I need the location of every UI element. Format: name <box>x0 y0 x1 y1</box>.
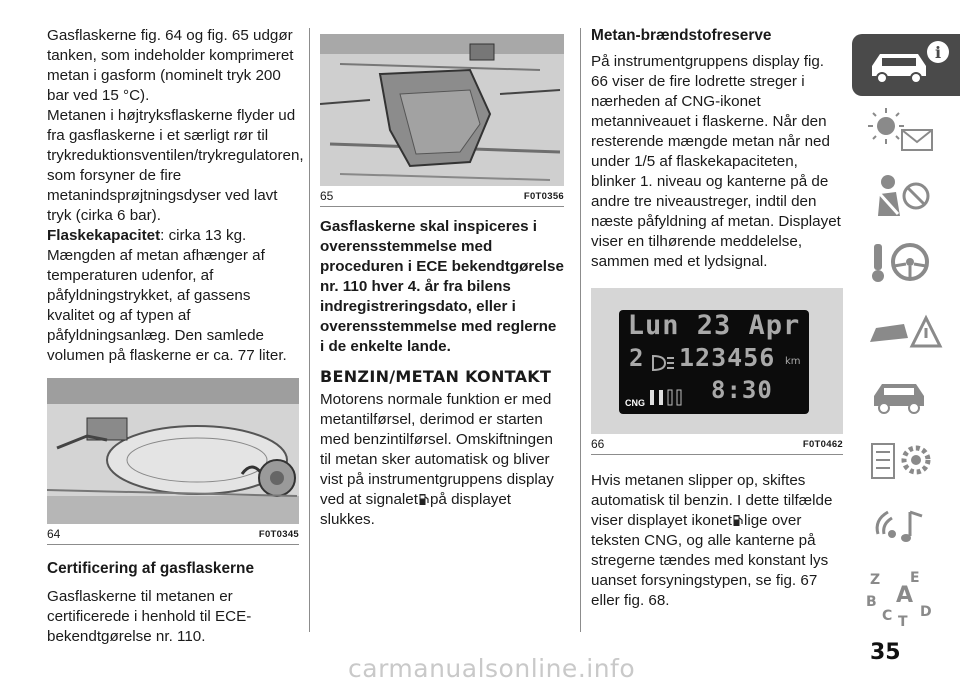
inspection-notice: Gasflaskerne skal inspiceres i overensstemmelse med proceduren i ECE bekendtgørelse nr. 110 hver 4. år fra bilens indregistreringsdato, eller i overensstemmelse med reglerne i de enkelte lande. <box>320 218 564 355</box>
figure-65-code: F0T0356 <box>523 191 564 202</box>
capacity-paragraph <box>47 226 299 246</box>
index-letters-icon <box>864 566 950 628</box>
svg-text:D: D <box>920 604 932 620</box>
capacity-label: Flaskekapacitet <box>47 227 161 244</box>
svg-text:E: E <box>910 570 920 586</box>
sidebar-tab-index[interactable] <box>852 562 960 628</box>
display-time: 8:30 <box>711 376 773 404</box>
gas-cylinder-underbody-illustration <box>47 378 299 524</box>
figure-66-image <box>591 288 843 434</box>
capacity-value: : cirka 13 kg. <box>160 227 247 244</box>
car-service-icon <box>864 368 950 422</box>
display-cng-label: CNG <box>625 398 645 408</box>
display-odometer: 123456 <box>679 343 776 372</box>
instrument-display <box>619 310 809 414</box>
key-steering-icon <box>864 236 950 290</box>
svg-text:T: T <box>898 614 908 628</box>
gas-cylinder-underside-illustration <box>320 34 564 186</box>
reserve-heading: Metan-brændstofreserve <box>591 27 772 44</box>
certification-heading: Certificering af gasflaskerne <box>47 560 254 577</box>
switch-section-title: BENZIN/METAN KONTAKT <box>320 367 552 386</box>
sidebar-tab-multimedia[interactable] <box>852 496 960 558</box>
column-divider-2 <box>580 28 581 632</box>
accident-warning-icon <box>864 302 950 356</box>
headlight-icon <box>649 352 675 374</box>
sidebar-tab-maintenance[interactable] <box>852 364 960 426</box>
display-unit: km <box>785 356 801 367</box>
empty-gas-paragraph <box>591 471 843 611</box>
cng-level-bars <box>649 386 693 406</box>
switch-paragraph-text: Motorens normale funktion er med metantilførsel, derimod er starten med benzintilførsel. Omskiftningen til metan sker automatisk og bliver vist på instrumentgruppens display ved at <box>320 391 554 508</box>
multimedia-icon <box>864 500 950 554</box>
svg-text:i: i <box>935 43 942 62</box>
chapter-sidebar <box>852 34 960 634</box>
figure-65-caption <box>320 186 564 207</box>
figure-65-image <box>320 34 564 186</box>
svg-text:C: C <box>882 608 893 624</box>
column-middle <box>320 26 564 530</box>
watermark-text: carmanualsonline.info <box>348 654 636 683</box>
intro-paragraph: Gasflaskerne fig. 64 og fig. 65 udgør tanken, som indeholder komprimeret metan i gasform (nominelt tryk 200 bar ved 15 °C). <box>47 27 294 104</box>
flow-paragraph: Metanen i højtryksflaskerne flyder ud fra gasflaskerne i et særligt rør til trykreduktionsventilen/trykregulatoren, som forsyner de fire metanindsprøjtningsdyser ved lavt tryk (cirka 6 bar). <box>47 107 304 224</box>
gear-settings-icon <box>864 434 950 488</box>
figure-66-number: 66 <box>591 437 605 451</box>
sidebar-tab-emergency[interactable] <box>852 298 960 360</box>
figure-64-image <box>47 378 299 524</box>
switch-paragraph-mid: signalet <box>365 491 418 508</box>
column-right <box>591 26 843 611</box>
certification-paragraph: Gasflaskerne til metanen er certificerede i henhold til ECE-bekendtgørelse nr. 110. <box>47 588 252 645</box>
figure-64-caption <box>47 524 299 545</box>
figure-65-number: 65 <box>320 189 334 203</box>
reserve-paragraph: På instrumentgruppens display fig. 66 viser de fire lodrette streger i nærheden af CNG-ikonet metanniveauet i flaskerne. Når den resterende mængde metan når ned under 1/5 af flaskekapaciteten, blinker 1. niveau og kanterne på de andre tre niveaustreger, indtil den næste påfyldning af metan. Displayet viser en tilhørende meddelelse, sammen med et lydsignal. <box>591 53 841 270</box>
display-gear: 2 <box>629 344 644 372</box>
figure-64-number: 64 <box>47 527 61 541</box>
switch-paragraph-end: på displayet slukkes. <box>320 491 512 528</box>
figure-66-caption <box>591 434 843 455</box>
fuel-pump-icon <box>733 513 743 527</box>
switch-paragraph <box>320 390 564 530</box>
figure-64-code: F0T0345 <box>258 529 299 540</box>
sidebar-tab-lights[interactable] <box>852 100 960 162</box>
sidebar-tab-car-info[interactable] <box>852 34 960 96</box>
svg-text:Z: Z <box>870 572 881 588</box>
lights-envelope-icon <box>864 104 950 158</box>
svg-text:B: B <box>866 594 877 610</box>
page-number: 35 <box>870 640 901 665</box>
seatbelt-airbag-icon <box>864 170 950 224</box>
figure-66-code: F0T0462 <box>802 439 843 450</box>
svg-text:A: A <box>896 583 914 608</box>
sidebar-tab-safety[interactable] <box>852 166 960 228</box>
column-divider-1 <box>309 28 310 632</box>
sidebar-tab-starting[interactable] <box>852 232 960 294</box>
quantity-paragraph: Mængden af metan afhænger af temperaturen udenfor, af påfyldningstrykket, af gassens kvalitet og af typen af påfyldningsanlæg. Den samlede volumen på flaskerne er ca. 77 liter. <box>47 247 287 364</box>
display-date: Lun 23 Apr <box>627 310 801 341</box>
sidebar-tab-technical-data[interactable] <box>852 430 960 492</box>
empty-gas-text-end: lige over teksten CNG, og alle kanterne på stregerne tændes med konstant lys uanset forsyningstypen, se fig. 67 eller fig. 68. <box>591 512 829 609</box>
column-left <box>47 26 304 647</box>
fuel-pump-icon <box>419 492 429 506</box>
empty-gas-text: Hvis metanen slipper op, skiftes automatisk til benzin. I dette tilfælde viser displayet ikonet <box>591 472 833 529</box>
car-info-icon <box>864 38 950 92</box>
